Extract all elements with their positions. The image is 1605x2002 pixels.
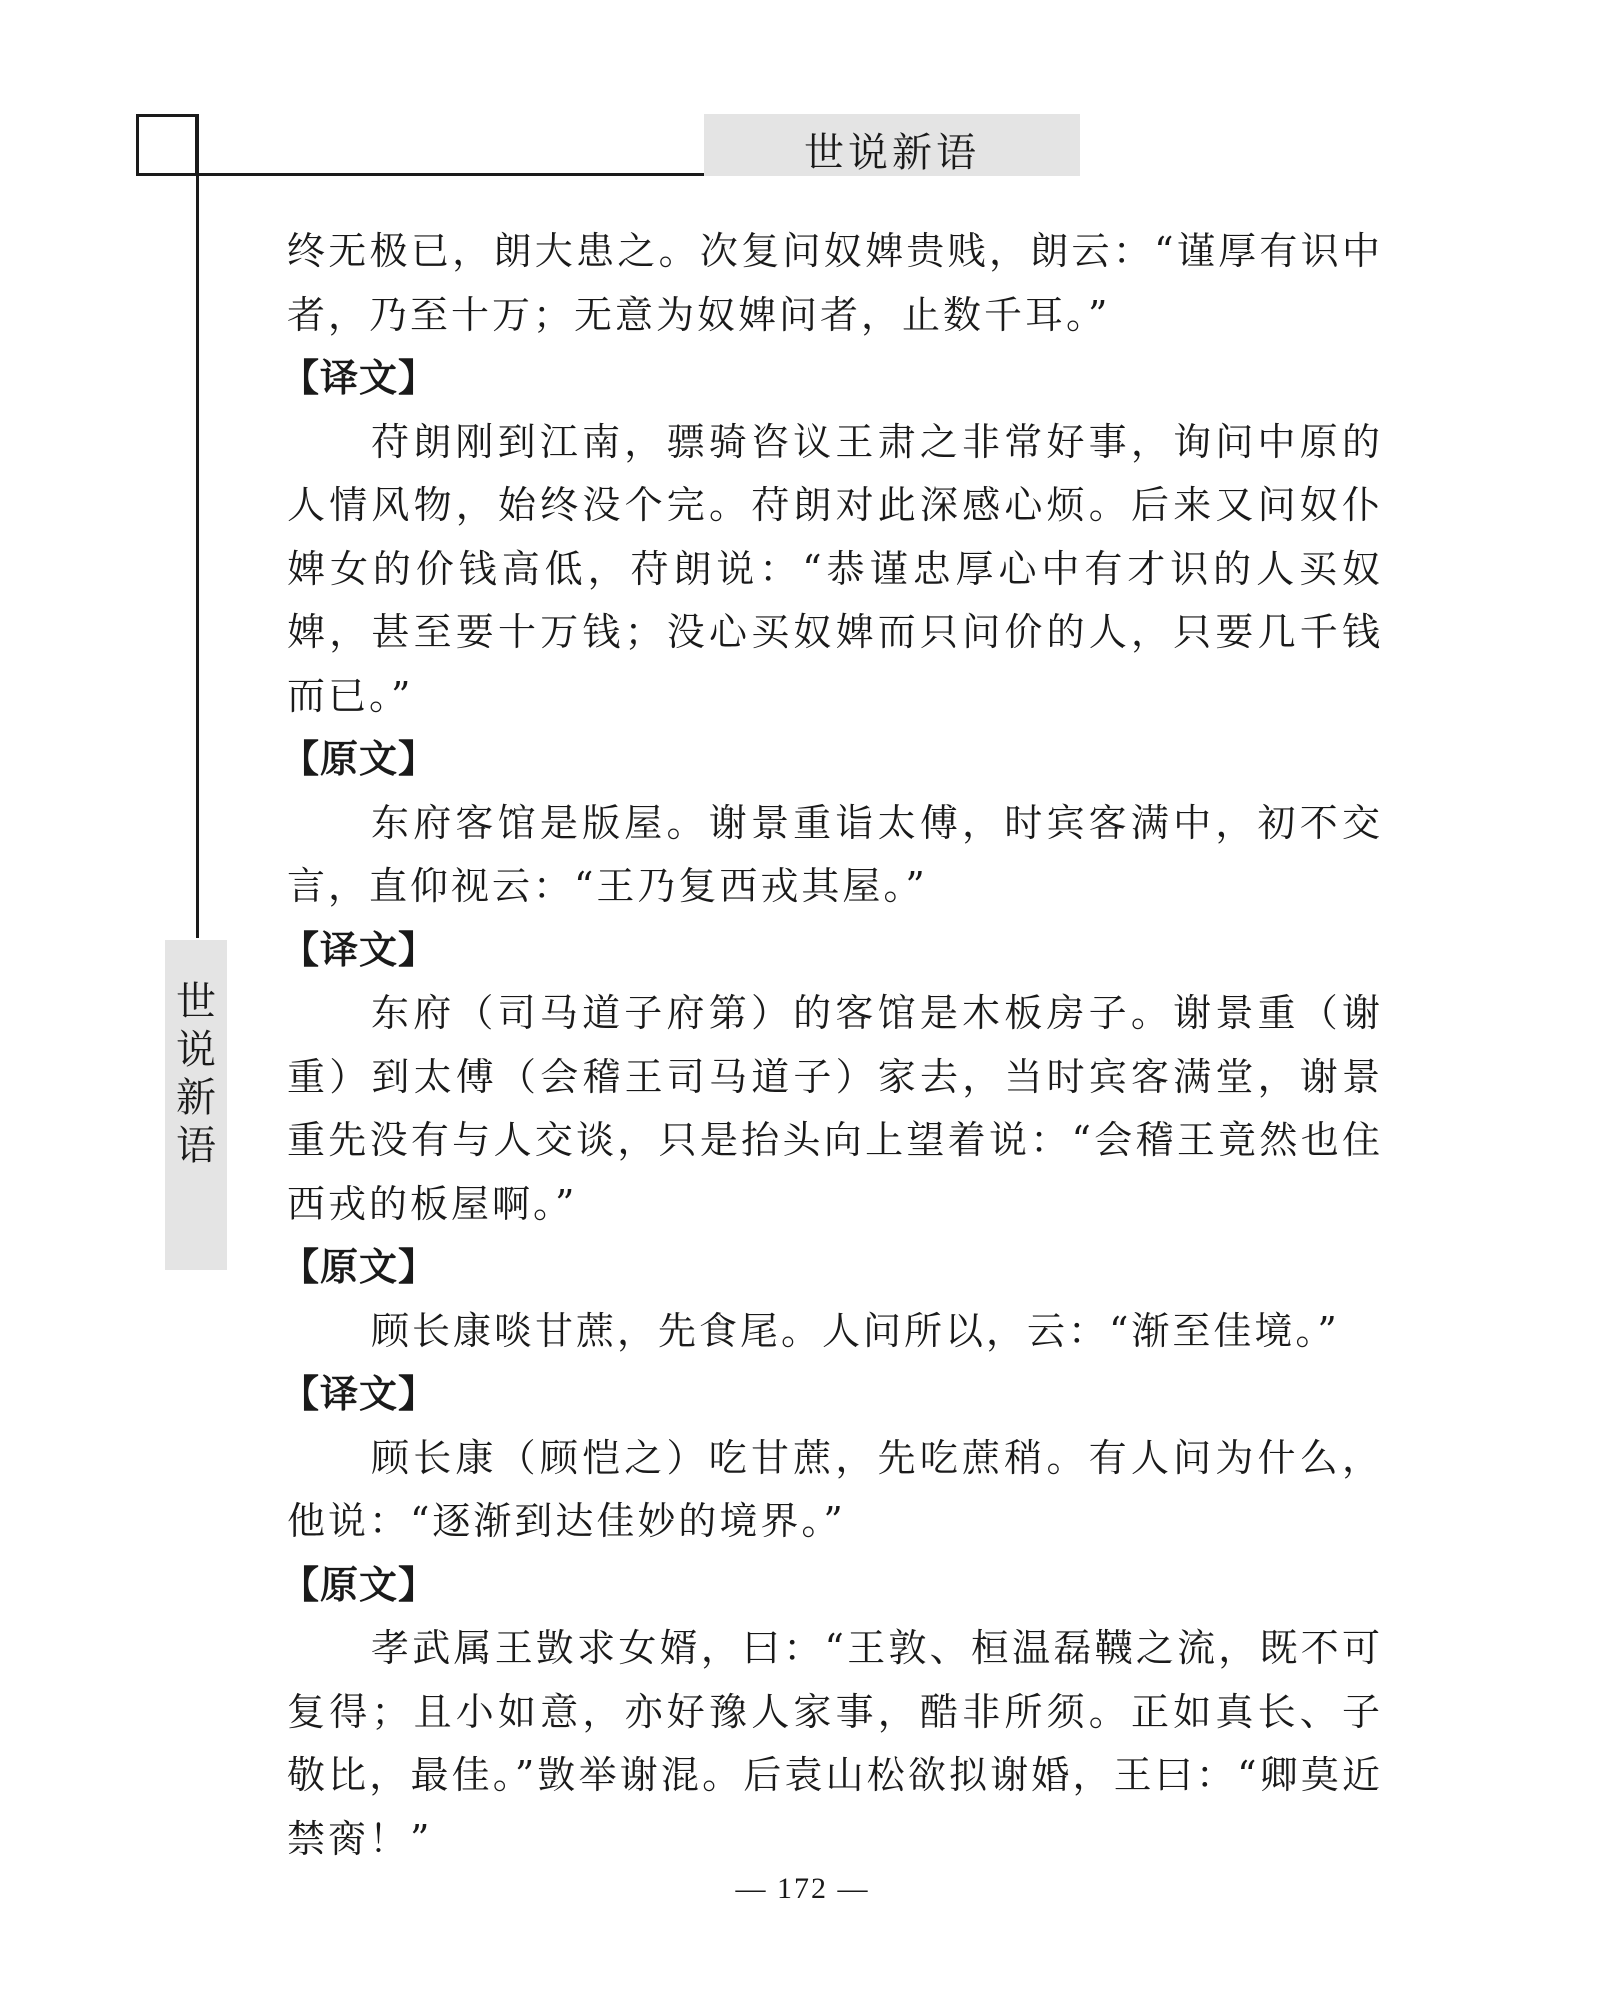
- corner-frame: [136, 114, 198, 176]
- side-tab-char: 新: [176, 1075, 216, 1121]
- paragraph: 东府客馆是版屋。谢景重诣太傅，时宾客满中，初不交言，直仰视云：“王乃复西戎其屋。”: [287, 800, 1383, 908]
- paragraph: 孝武属王敳求女婿，曰：“王敦、桓温磊韈之流，既不可复得；且小如意，亦好豫人家事，酷非所须。正如真长、子敬比，最佳。”敳举谢混。后袁山松欲拟谢婚，王曰：“卿莫近禁脔！”: [287, 1626, 1383, 1861]
- spine-rule: [196, 114, 199, 938]
- section-label: 【译文】: [281, 1372, 438, 1416]
- section-label: 【译文】: [281, 356, 438, 400]
- paragraph: 终无极已，朗大患之。次复问奴婢贵贱，朗云：“谨厚有识中者，乃至十万；无意为奴婢问者，止数千耳。”: [287, 229, 1383, 337]
- header-rule: [136, 173, 706, 176]
- section-label: 【原文】: [281, 1245, 438, 1289]
- section-label: 【译文】: [281, 927, 438, 972]
- paragraph: 东府（司马道子府第）的客馆是木板房子。谢景重（谢重）到太傅（会稽王司马道子）家去，当时宾客满堂，谢景重先没有与人交谈，只是抬头向上望着说：“会稽王竟然也住西戎的板屋啊。”: [287, 991, 1383, 1226]
- paragraph: 顾长康啖甘蔗，先食尾。人问所以，云：“渐至佳境。”: [371, 1308, 1340, 1353]
- paragraph: 顾长康（顾恺之）吃甘蔗，先吃蔗稍。有人问为什么，他说：“逐渐到达佳妙的境界。”: [287, 1435, 1383, 1543]
- paragraph: 苻朗刚到江南，骠骑咨议王肃之非常好事，询问中原的人情风物，始终没个完。苻朗对此深感心烦。后来又问奴仆婢女的价钱高低，苻朗说：“恭谨忠厚心中有才识的人买奴婢，甚至要十万钱；没心买奴婢而只问价的人，只要几千钱而已。”: [287, 419, 1383, 718]
- side-tab-char: 语: [176, 1123, 216, 1169]
- page-body: [281, 220, 1383, 1871]
- running-header-title: 世说新语: [804, 129, 980, 176]
- page-number: — 172 —: [735, 1872, 870, 1905]
- side-tab: [165, 940, 227, 1270]
- running-header: [704, 114, 1080, 176]
- side-tab-char: 世: [176, 979, 216, 1025]
- section-label: 【原文】: [281, 737, 438, 781]
- section-label: 【原文】: [281, 1562, 438, 1607]
- side-tab-char: 说: [176, 1027, 216, 1073]
